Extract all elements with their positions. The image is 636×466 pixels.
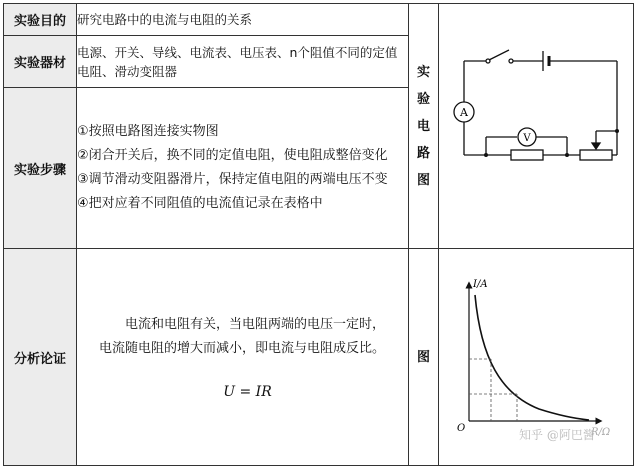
analysis-cell (77, 249, 409, 466)
y-axis-label: I/A (473, 279, 488, 290)
steps-label: 实验步骤 (4, 88, 77, 249)
equipment-text: 电源、开关、导线、电流表、电压表、n个阻值不同的定值电阻、滑动变阻器 (77, 36, 409, 88)
step-item: ③调节滑动变阻器滑片，保持定值电阻的两端电压不变 (77, 172, 388, 188)
step-item: ④把对应着不同阻值的电流值记录在表格中 (77, 196, 323, 212)
ammeter-symbol: A (460, 106, 468, 119)
circuit-label-char: 电 (416, 118, 430, 134)
switch-icon (489, 50, 509, 60)
steps-list (77, 88, 409, 249)
circuit-label-char: 实 (416, 64, 430, 80)
graph-cell (439, 249, 634, 466)
analysis-label: 分析论证 (4, 249, 77, 466)
experiment-table (3, 3, 634, 466)
origin-label: O (457, 423, 466, 434)
step-item: ②闭合开关后，换不同的定值电阻，使电阻成整倍变化 (77, 148, 388, 164)
purpose-text: 研究电路中的电流与电阻的关系 (77, 4, 409, 36)
slider-arrow-icon (592, 143, 600, 149)
rheostat-icon (580, 150, 612, 160)
voltmeter-symbol: V (523, 133, 531, 144)
circuit-diagram-cell (439, 4, 634, 249)
graph-label: 图 (409, 249, 439, 466)
step-item: ①按照电路图连接实物图 (77, 124, 219, 140)
switch-contact (509, 59, 513, 63)
resistor-icon (511, 150, 543, 160)
equipment-label: 实验器材 (4, 36, 77, 88)
junction-dot (565, 153, 569, 157)
ohm-law-formula: U = IR (223, 383, 272, 400)
analysis-text: 电流和电阻有关，当电阻两端的电压一定时，电流随电阻的增大而减小，即电流与电阻成反比。 (99, 316, 386, 356)
circuit-diagram (439, 4, 634, 244)
circuit-label-char: 路 (416, 145, 430, 161)
junction-dot (484, 153, 488, 157)
circuit-label-char: 验 (416, 91, 430, 107)
watermark: 知乎 @阿巴酱 (519, 428, 595, 442)
junction-dot (615, 129, 619, 133)
purpose-label: 实验目的 (4, 4, 77, 36)
circuit-diagram-label-cell (409, 4, 439, 249)
inverse-curve (475, 295, 589, 420)
inverse-proportion-graph (439, 249, 634, 461)
circuit-label-char: 图 (416, 172, 430, 188)
x-axis-label: R/Ω (591, 427, 611, 438)
